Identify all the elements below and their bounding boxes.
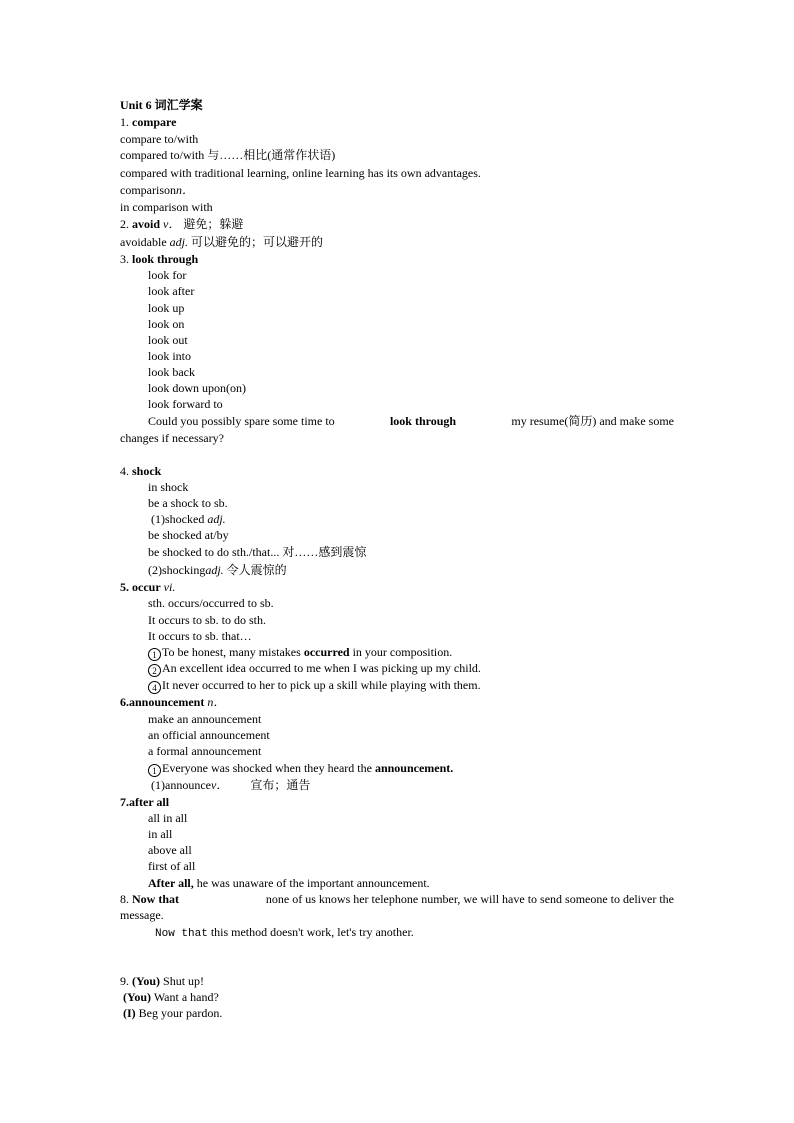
derived-word: (1)shocked adj.: [151, 512, 226, 526]
example-sentence: Now that this method doesn't work, let's try another.: [155, 925, 414, 940]
circled-number: 1: [148, 764, 161, 777]
phrase: a formal announcement: [148, 744, 262, 758]
phrase: look for: [148, 268, 187, 282]
phrase: look after: [148, 284, 195, 298]
derived-word: (2)shockingadj. 令人震惊的: [148, 563, 287, 577]
entry-heading-shock: 4. shock: [120, 464, 162, 478]
example-sentence-continued: changes if necessary?: [120, 431, 224, 445]
circled-number: 2: [148, 664, 161, 677]
circled-number: 4: [148, 681, 161, 694]
entry-heading-after-all: 7.after all: [120, 795, 170, 809]
entry-heading-now-that: 8. Now that none of us knows her telephone number, we will have to send someone to deliver the: [120, 892, 674, 906]
phrase: look out: [148, 333, 188, 347]
example-sentence: 2 An excellent idea occurred to me when I was picking up my child.: [148, 660, 481, 677]
example-sentence: 1 Everyone was shocked when they heard the announcement.: [148, 760, 453, 777]
phrase: in all: [148, 827, 173, 841]
phrase: above all: [148, 843, 192, 857]
entry-heading-avoid: 2. avoid v． 避免；躲避: [120, 217, 244, 231]
example-sentence: compared with traditional learning, online learning has its own advantages.: [120, 166, 481, 180]
phrase: first of all: [148, 859, 196, 873]
circled-number: 1: [148, 648, 161, 661]
entry-heading-ellipsis: 9. (You) Shut up!: [120, 974, 205, 988]
phrase: compared to/with 与……相比(通常作状语): [120, 148, 336, 162]
phrase: in comparison with: [120, 200, 213, 214]
phrase: It occurs to sb. to do sth.: [148, 613, 266, 627]
phrase: look down upon(on): [148, 381, 246, 395]
entry-heading-announcement: 6.announcement n．: [120, 695, 226, 709]
phrase: be shocked at/by: [148, 528, 229, 542]
phrase: be shocked to do sth./that... 对……感到震惊: [148, 545, 367, 559]
entry-heading-look-through: 3. look through: [120, 252, 199, 266]
phrase: be a shock to sb.: [148, 496, 228, 510]
example-sentence: 4 It never occurred to her to pick up a skill while playing with them.: [148, 677, 481, 694]
phrase: It occurs to sb. that…: [148, 629, 252, 643]
example-sentence: (You) Want a hand?: [123, 990, 219, 1004]
phrase: look forward to: [148, 397, 223, 411]
phrase: all in all: [148, 811, 188, 825]
phrase: look up: [148, 301, 185, 315]
example-sentence-continued: message.: [120, 908, 164, 922]
example-sentence: 1 To be honest, many mistakes occurred in your composition.: [148, 644, 452, 661]
phrase: look back: [148, 365, 195, 379]
phrase: sth. occurs/occurred to sb.: [148, 596, 274, 610]
phrase: in shock: [148, 480, 189, 494]
derived-word: avoidable adj. 可以避免的；可以避开的: [120, 235, 324, 249]
derived-word: comparisonn．: [120, 183, 195, 197]
entry-heading-compare: 1. compare: [120, 115, 177, 129]
phrase: an official announcement: [148, 728, 270, 742]
entry-heading-occur: 5. occur vi.: [120, 580, 176, 594]
phrase: make an announcement: [148, 712, 262, 726]
example-sentence: (I) Beg your pardon.: [123, 1006, 223, 1020]
example-sentence: After all, he was unaware of the important announcement.: [148, 876, 430, 890]
example-sentence: Could you possibly spare some time to look through my resume(简历) and make some: [148, 414, 674, 428]
phrase: look on: [148, 317, 185, 331]
derived-word: (1)announcev． 宣布；通告: [151, 778, 311, 792]
phrase: look into: [148, 349, 192, 363]
phrase: compare to/with: [120, 132, 199, 146]
worksheet-title: Unit 6 词汇学案: [120, 98, 203, 112]
